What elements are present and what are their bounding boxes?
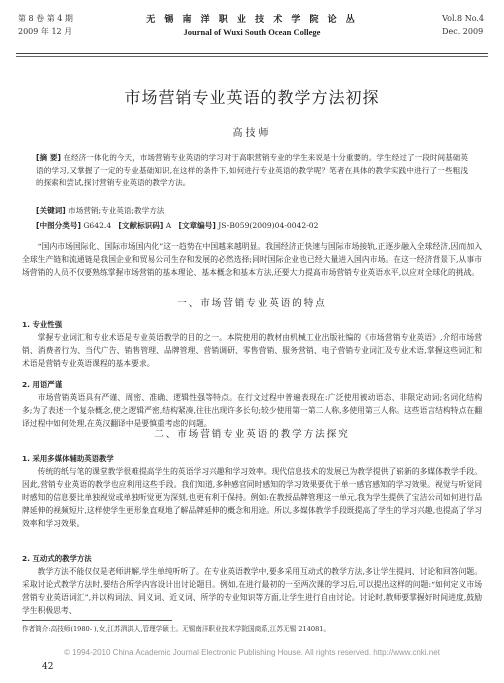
classification-line (36, 220, 468, 233)
subsection-2-1-paragraph: 传统的纸与笔的课堂教学很难提高学生的英语学习兴趣和学习效率。现代信息技术的发展已为教学提供了崭新的多媒体教学手段。因此,营销专业英语的教学也应利用这些手段。我们知道,多种感官同时感知的学习效果要优于单一感官感知的学习效果。视觉与听觉同时感知的信息要比单独视觉或单独听觉更为深刻,也更有利于保持。例如:在教授品牌管理这一单元,我为学生提供了宝洁公司如何进行品牌延伸的视频短片,这样使学生更形象直观地了解品牌延伸的概念和用途。所以,多媒体教学手段既提高了学生的学习兴趣,也提高了学习效率和学习效果。 (22, 467, 483, 528)
issue-date-en: Dec. 2009 (442, 27, 484, 36)
intro-paragraph: “国内市场国际化、国际市场国内化”这一趋势在中国越来越明显。我国经济正快速与国际市场接轨,正逐步融入全球经济,因而加入全球生产链和流通链是我国企业和贸易公司生存和发展的必然选择;同时国际企业也已经大量进入国内市场。在这一经济背景下,从事市场营销的人员不仅要熟练掌握市场营销的基本理论、基本概念和基本方法,还要大力提高市场营销专业英语水平,以应对全球化的挑战。 (22, 242, 482, 277)
doc-code-value: A (165, 221, 172, 230)
subsection-1-2-paragraph: 市场营销英语具有严谨、周密、准确、逻辑性强等特点。在行文过程中普遍表现在:广泛使用被动语态、非限定动词;名词化结构多;为了表述一个复杂概念,使之逻辑严密,结构紧凑,往往出现许多长句;较少使用第一第二人称,多使用第三人称。这些语言结构特点在翻译过程中如何处理,在英汉翻译中是要慎重考虑的问题。 (22, 393, 482, 428)
subsection-2-2-paragraph: 教学方法不能仅仅是老师讲解,学生单纯听听了。在专业英语教学中,要多采用互动式的教学方法,多让学生提问、讨论和回答问题。采取讨论式教学方法时,要结合所学内容设计出讨论题目。例如,在进行最初的一至两次课的学习后,可以提出这样的问题:“如何定义市场营销专业英语词汇”,并以构词法、同义词、近义词、所学的专业知识等方面,让学生进行自由讨论。讨论时,教师要掌握好时间进度,鼓励学生积极思考、 (22, 567, 482, 615)
header-rule-thin (16, 56, 488, 57)
copyright-watermark: © 1994-2010 China Academic Journal Electronic Publishing House. All rights reserved. http://www.cnki.net (64, 648, 440, 657)
classification-label: [中图分类号] (36, 221, 81, 230)
section-2-heading: 二、市场营销专业英语的教学方法探究 (154, 429, 350, 440)
volume-issue: 第 8 卷 第 4 期 (18, 14, 73, 23)
article-title: 市场营销专业英语的教学方法初探 (124, 88, 380, 107)
journal-title-en: Journal of Wuxi South Ocean College (183, 27, 321, 37)
abstract-label: [摘 要] (36, 153, 61, 162)
abstract-text: 在经济一体化的今天，市场营销专业英语的学习对于高职营销专业的学生来说是十分重要的。学生经过了一段时间基础英语的学习,又掌握了一定的专业基础知识,在这样的条件下,如何进行专业英语的教学呢？笔者在具体的教学实践中进行了一些粗浅的探索和尝试,探讨营销专业英语的教学方法。 (36, 153, 468, 188)
footnote-rule (22, 620, 172, 621)
keywords (36, 205, 468, 218)
article-no-value: JS-B059(2009)04-0042-02 (218, 221, 319, 230)
journal-title-block (0, 12, 504, 37)
abstract (36, 152, 468, 190)
subsection-1-2-heading: 2. 用语严谨 (22, 380, 63, 389)
subsection-2-2-heading: 2. 互动式的教学方法 (22, 554, 92, 563)
subsection-2-1-heading: 1. 采用多媒体辅助英语教学 (22, 454, 114, 463)
section-1-heading: 一、市场营销专业英语的特点 (177, 298, 327, 309)
issue-date: 2009 年 12 月 (18, 27, 73, 36)
journal-header (0, 0, 504, 58)
article-no-label: [文章编号] (178, 221, 216, 230)
keywords-text: 市场营销;专业英语;教学方法 (68, 206, 165, 215)
issue-info-en (442, 12, 484, 38)
doc-code-label: [文献标识码] (118, 221, 164, 230)
article-author: 高技师 (232, 128, 272, 139)
keywords-label: [关键词] (36, 206, 66, 215)
journal-title-cn: 无 锡 南 洋 职 业 技 术 学 院 论 丛 (146, 15, 358, 25)
header-rule (16, 53, 488, 54)
subsection-1-1-heading: 1. 专业性强 (22, 320, 63, 329)
volume-issue-en: Vol.8 No.4 (442, 14, 484, 23)
page-number: 42 (42, 662, 54, 672)
author-footnote: 作者简介:高技师(1980- ),女,江苏泗洪人,管理学硕士。无锡南洋职业技术学院国商系,江苏无锡 214081。 (22, 625, 331, 633)
classification-value: G642.4 (83, 221, 112, 230)
subsection-1-1-paragraph: 掌握专业词汇和专业术语是专业英语教学的目的之一。本院使用的教材由机械工业出版社编的《市场营销专业英语》,介绍市场营销、消费者行为、当代广告、销售管理、品牌管理、营销调研、零售营销、服务营销、电子营销专业词汇及专业术语,掌握这些词汇和术语是营销专业英语课程的基本要求。 (22, 333, 482, 368)
